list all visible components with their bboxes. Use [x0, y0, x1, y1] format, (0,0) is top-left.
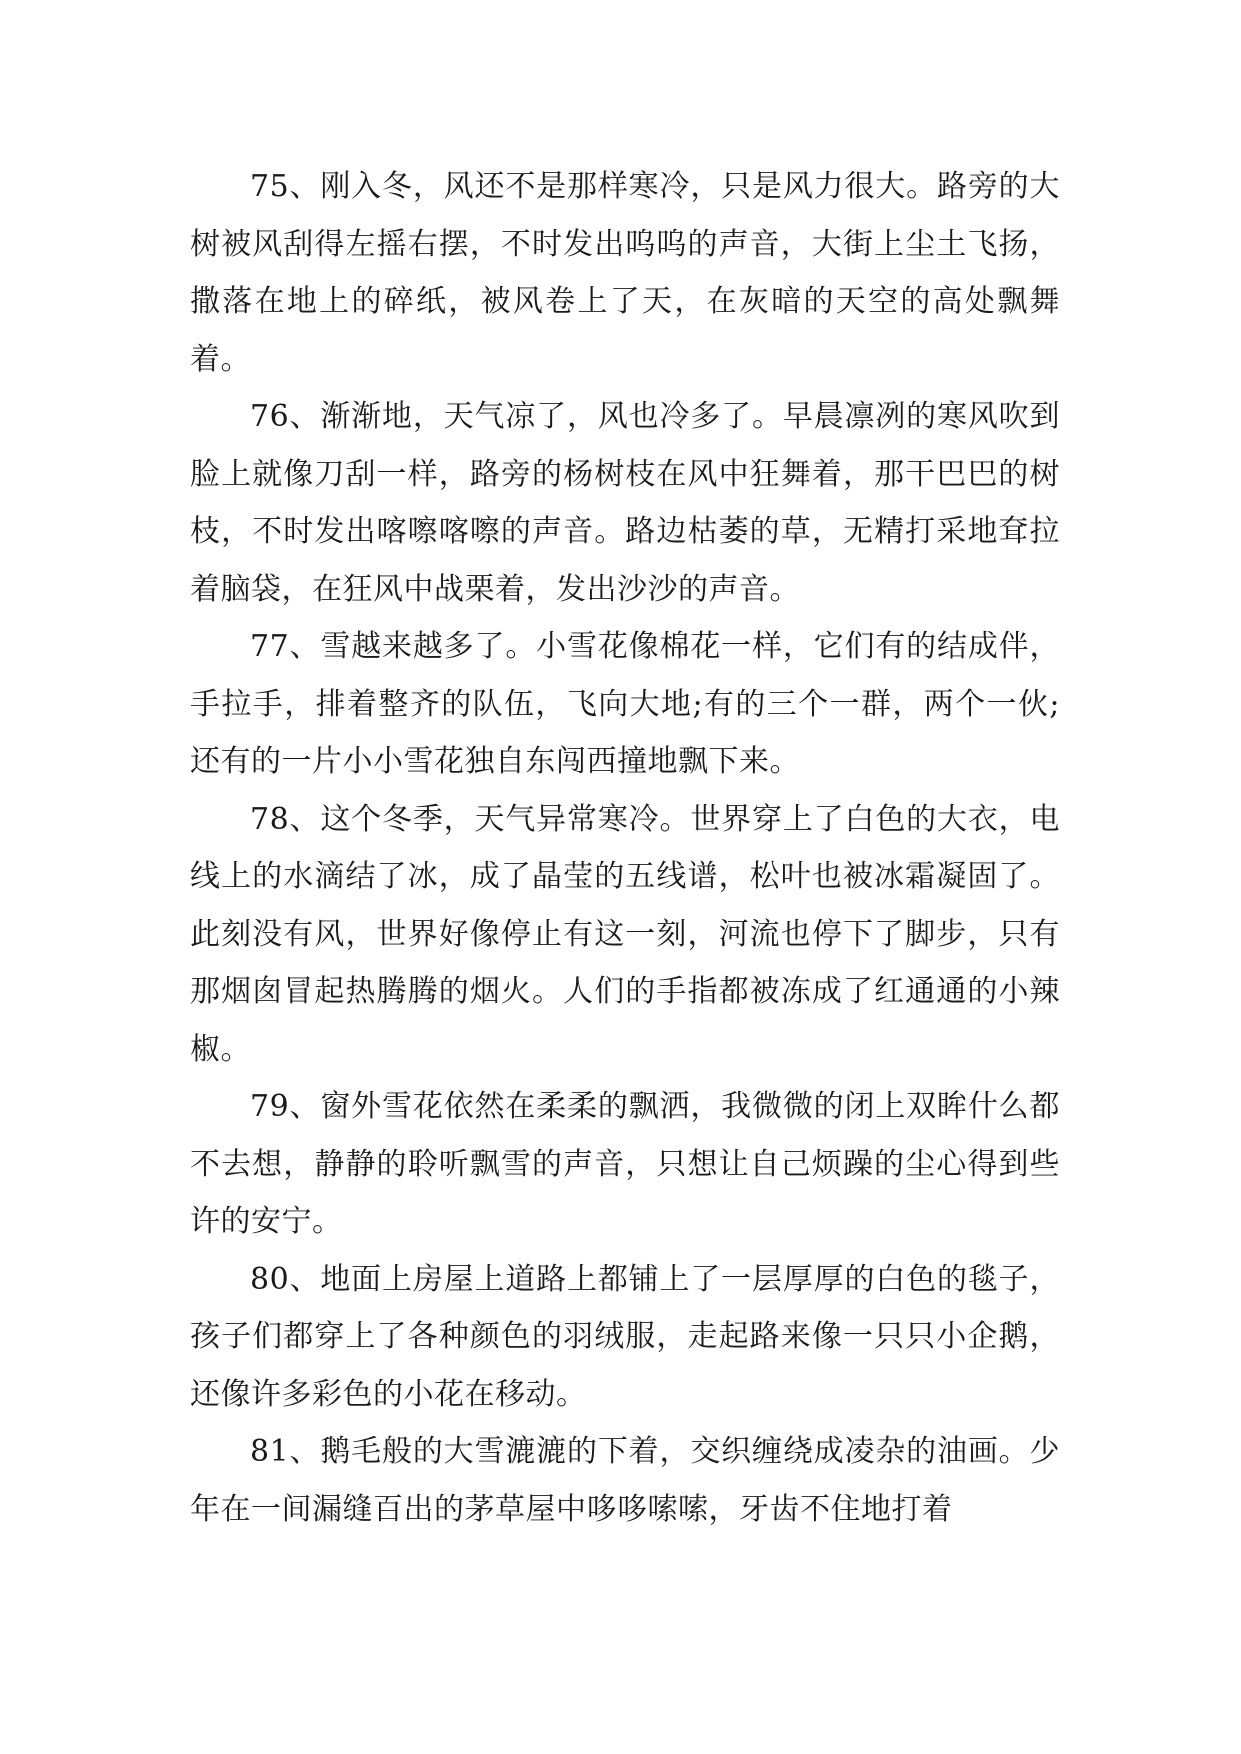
paragraph-80: 80、地面上房屋上道路上都铺上了一层厚厚的白色的毯子，孩子们都穿上了各种颜色的羽绒服，走起路来像一只只小企鹅，还像许多彩色的小花在移动。	[190, 1261, 1060, 1412]
paragraph-77: 77、雪越来越多了。小雪花像棉花一样，它们有的结成伴，手拉手，排着整齐的队伍，飞向大地;有的三个一群，两个一伙;还有的一片小小雪花独自东闯西撞地飘下来。	[190, 629, 1060, 779]
paragraph-76: 76、渐渐地，天气凉了，风也冷多了。早晨凛冽的寒风吹到脸上就像刀刮一样，路旁的杨树枝在风中狂舞着，那干巴巴的树枝，不时发出喀嚓喀嚓的声音。路边枯萎的草，无精打采地耷拉着脑袋，在狂风中战栗着，发出沙沙的声音。	[190, 399, 1060, 607]
paragraph-81: 81、鹅毛般的大雪漉漉的下着，交织缠绕成凌杂的油画。少年在一间漏缝百出的茅草屋中哆哆嗦嗦，牙齿不住地打着	[190, 1434, 1060, 1527]
paragraph-75: 75、刚入冬，风还不是那样寒冷，只是风力很大。路旁的大树被风刮得左摇右摆，不时发出呜呜的声音，大街上尘土飞扬，撒落在地上的碎纸，被风卷上了天，在灰暗的天空的高处飘舞着。	[190, 169, 1060, 377]
document-body	[190, 158, 1060, 1538]
paragraph-78: 78、这个冬季，天气异常寒冷。世界穿上了白色的大衣，电线上的水滴结了冰，成了晶莹的五线谱，松叶也被冰霜凝固了。此刻没有风，世界好像停止有这一刻，河流也停下了脚步，只有那烟囱冒起热腾腾的烟火。人们的手指都被冻成了红通通的小辣椒。	[190, 801, 1060, 1067]
paragraph-79: 79、窗外雪花依然在柔柔的飘洒，我微微的闭上双眸什么都不去想，静静的聆听飘雪的声音，只想让自己烦躁的尘心得到些许的安宁。	[190, 1089, 1060, 1239]
